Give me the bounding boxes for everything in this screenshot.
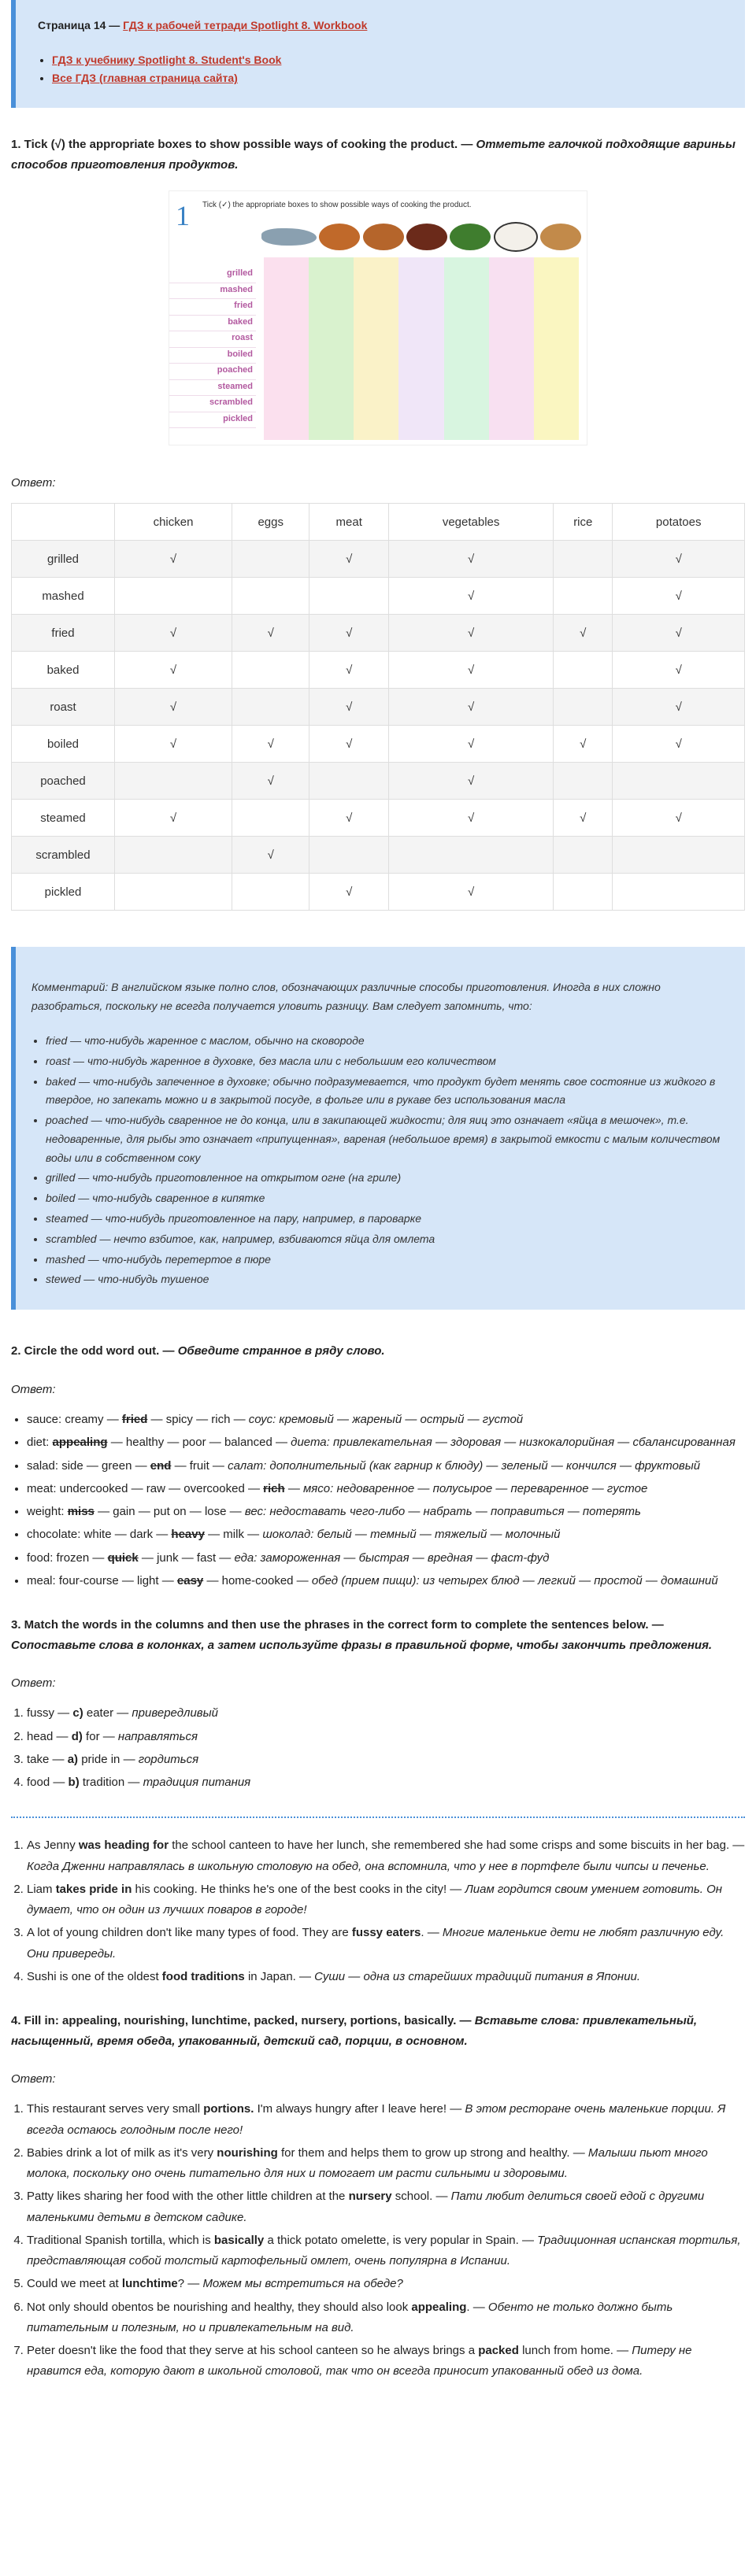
list-item: • roast — что-нибудь жаренное в духовке, без масла или с небольшим его количеством — [46, 1052, 729, 1071]
list-item: • grilled — что-нибудь приготовленное на открытом огне (на гриле) — [46, 1169, 729, 1188]
table-row: pickled √ √ — [12, 874, 745, 911]
match-list — [11, 1703, 745, 1793]
list-item: • sauce: creamy — fried — spicy — rich — соус: кремовый — жареный — острый — густой — [27, 1410, 745, 1430]
list-item: • chocolate: white — dark — heavy — milk — шоколад: белый — темный — тяжелый — молочный — [27, 1525, 745, 1545]
workbook-link[interactable]: ГДЗ к рабочей тетради Spotlight 8. Workbook — [123, 19, 368, 31]
nav-box — [11, 0, 745, 108]
fill-in-list — [11, 2099, 745, 2382]
table-row: grilled √ √ √ √ — [12, 541, 745, 578]
answer-table — [11, 503, 745, 911]
list-item: • salad: side — green — end — fruit — салат: дополнительный (как гарнир к блюду) — зеленый — кончился — фруктовый — [27, 1456, 745, 1476]
table-row: fried √ √ √ √ √ √ — [12, 615, 745, 652]
list-item: • boiled — что-нибудь сваренное в кипятке — [46, 1189, 729, 1208]
list-item: 5. Could we meet at lunchtime? — Можем мы встретиться на обеде? — [27, 2274, 745, 2294]
list-item: 4. Sushi is one of the oldest food traditions in Japan. — Суши — одна из старейших традиций питания в Японии. — [27, 1967, 745, 1987]
list-item: • weight: miss — gain — put on — lose — вес: недоставать чего-либо — набрать — поправиться — потерять — [27, 1502, 745, 1522]
list-item: • baked — что-нибудь запеченное в духовке; обычно подразумевается, что продукт будет менять свое состояние из жидкого в твердое, но запекать можно и в закрытой посуде, в фольге или в рукаве без использования масла — [46, 1073, 729, 1111]
comment-box — [11, 947, 745, 1310]
sentence-list — [11, 1835, 745, 1987]
table-row: steamed √ √ √ √ √ — [12, 800, 745, 837]
ex1-heading: 1. Tick (√) the appropriate boxes to show possible ways of cooking the product. — Отметьте галочкой подходящие вариньы способов приготовления продуктов. — [11, 138, 736, 172]
list-item: • poached — что-нибудь сваренное не до конца, или в закипающей жидкости; для яиц это означает «яйца в мешочек», т.е. недоваренные, для рыбы это означает «припущенная», вареная (небольшое время) в закрытой емкости с малым количеством воды или в собственном соку — [46, 1111, 729, 1167]
list-item: • food: frozen — quick — junk — fast — еда: замороженная — быстрая — вредная — фаст-фуд — [27, 1548, 745, 1569]
list-item: • stewed — что-нибудь тушеное — [46, 1270, 729, 1289]
ex4-heading: 4. Fill in: appealing, nourishing, lunchtime, packed, nursery, portions, basically. — Вставьте слова: привлекательный, насыщенный, время обеда, упакованный, детский сад, порции, в основном. — [11, 2014, 698, 2048]
image-row-labels: grilled mashed fried baked roast boiled poached steamed scrambled pickled — [169, 267, 256, 428]
table-row: roast √ √ √ √ — [12, 689, 745, 726]
list-item: 2. Babies drink a lot of milk as it's very nourishing for them and helps them to grow up strong and healthy. — Малыши пьют много молока, поскольку оно очень питательно для них и помогает им расти сильными и здоровыми. — [27, 2143, 745, 2185]
students-book-link[interactable]: ГДЗ к учебнику Spotlight 8. Student's Book — [52, 53, 282, 66]
list-item: 3. A lot of young children don't like many types of food. They are fussy eaters. — Многие маленькие дети не любят различную еду. Они привереды. — [27, 1923, 745, 1964]
potatoes-picture — [540, 224, 581, 250]
chicken-picture — [319, 224, 360, 250]
exercise-image — [169, 190, 587, 445]
list-item: 1. This restaurant serves very small portions. I'm always hungry after I leave here! — В этом ресторане очень маленькие порции. Я всегда остаюсь голодным после него! — [27, 2099, 745, 2141]
odd-word-list — [11, 1410, 745, 1591]
nav-link-item — [52, 52, 729, 69]
table-row: baked √ √ √ √ — [12, 652, 745, 689]
answer-grid-columns — [264, 257, 579, 440]
meat-picture — [406, 224, 447, 250]
fish-picture — [261, 228, 317, 246]
page-title: Страница 14 — ГДЗ к рабочей тетради Spotlight 8. Workbook — [38, 19, 368, 31]
list-item: • diet: appealing — healthy — poor — balanced — диета: привлекательная — здоровая — низкокалорийная — сбалансированная — [27, 1432, 745, 1453]
home-link[interactable]: Все ГДЗ (главная страница сайта) — [52, 72, 238, 85]
comment-intro: Комментарий: В английском языке полно слов, обозначающих различные способы приготовления. Иногда в них сложно разобраться, поскольку не всегда получается уловить разницу. Вам следует запомнить, что: — [32, 981, 661, 1013]
answer-label: Ответ: — [11, 1676, 56, 1691]
table-row: poached √ √ — [12, 763, 745, 800]
answer-label: Ответ: — [11, 1382, 56, 1396]
rice-picture — [494, 222, 538, 252]
list-item: • mashed — что-нибудь перетертое в пюре — [46, 1251, 729, 1270]
list-item: • meat: undercooked — raw — overcooked — rich — мясо: недоваренное — полусырое — переваренное — густое — [27, 1479, 745, 1499]
table-row: boiled √ √ √ √ √ √ — [12, 726, 745, 763]
nav-links — [38, 52, 729, 87]
nav-link-item — [52, 70, 729, 87]
list-item: 4. Traditional Spanish tortilla, which is basically a thick potato omelette, is very popular in Spain. — Традиционная испанская тортилья, представляющая собой толстый картофельный омлет, очень популярна в Испании. — [27, 2230, 745, 2272]
table-row: scrambled √ — [12, 837, 745, 874]
list-item: 6. Not only should obentos be nourishing and healthy, they should also look appealing. — Обенто не только должно быть питательным и полезным, но и привлекательным на вид. — [27, 2297, 745, 2339]
comment-list — [32, 1032, 729, 1289]
list-item: 2. head — d) for — направляться — [27, 1727, 745, 1747]
list-item: • meal: four-course — light — easy — home-cooked — обед (прием пищи): из четырех блюд — легкий — простой — домашний — [27, 1571, 745, 1591]
exercise-number: 1 — [176, 200, 190, 232]
list-item: 3. Patty likes sharing her food with the other little children at the nursery school. — Пати любит делиться своей едой с другими маленькими детьми в детском садике. — [27, 2186, 745, 2228]
list-item: • fried — что-нибудь жаренное с маслом, обычно на сковороде — [46, 1032, 729, 1051]
list-item: • scrambled — нечто взбитое, как, например, взбиваются яйца для омлета — [46, 1230, 729, 1249]
list-item: 7. Peter doesn't like the food that they serve at his school canteen so he always brings a packed lunch from home. — Питеру не нравится еда, которую дают в школьной столовой, так что он всегда приносит упакованный обед из дома. — [27, 2341, 745, 2382]
answer-label: Ответ: — [11, 476, 56, 490]
food-pictures — [260, 220, 583, 254]
list-item: • steamed — что-нибудь приготовленное на пару, например, в пароварке — [46, 1210, 729, 1229]
ex2-heading: 2. Circle the odd word out. — Обведите странное в ряду слово. — [11, 1344, 385, 1358]
ex3-heading: 3. Match the words in the columns and then use the phrases in the correct form to complete the sentences below. — Сопоставьте слова в колонках, а затем используйте фразы в правильной форме, чтобы закончить предложения. — [11, 1618, 713, 1652]
list-item: 3. take — a) pride in — гордиться — [27, 1750, 745, 1770]
table-header-row: chicken eggs meat vegetables rice potatoes — [12, 504, 745, 541]
list-item: 4. food — b) tradition — традиция питания — [27, 1772, 745, 1793]
dotted-divider — [11, 1817, 745, 1818]
list-item: 1. fussy — c) eater — привередливый — [27, 1703, 745, 1724]
table-row: mashed √ √ — [12, 578, 745, 615]
answer-label: Ответ: — [11, 2072, 56, 2086]
vegetables-picture — [450, 224, 491, 250]
list-item: 1. As Jenny was heading for the school canteen to have her lunch, she remembered she had some crisps and some biscuits in her bag. — Когда Дженни направлялась в школьную столовую на обед, она вспомнила, что у нее в портфеле были чипсы и печенье. — [27, 1835, 745, 1877]
eggs-picture — [363, 224, 404, 250]
image-caption: Tick (✓) the appropriate boxes to show possible ways of cooking the product. — [202, 201, 472, 210]
list-item: 2. Liam takes pride in his cooking. He thinks he's one of the best cooks in the city! — Лиам гордится своим умением готовить. Он думает, что он один из лучших поваров в городе! — [27, 1879, 745, 1921]
